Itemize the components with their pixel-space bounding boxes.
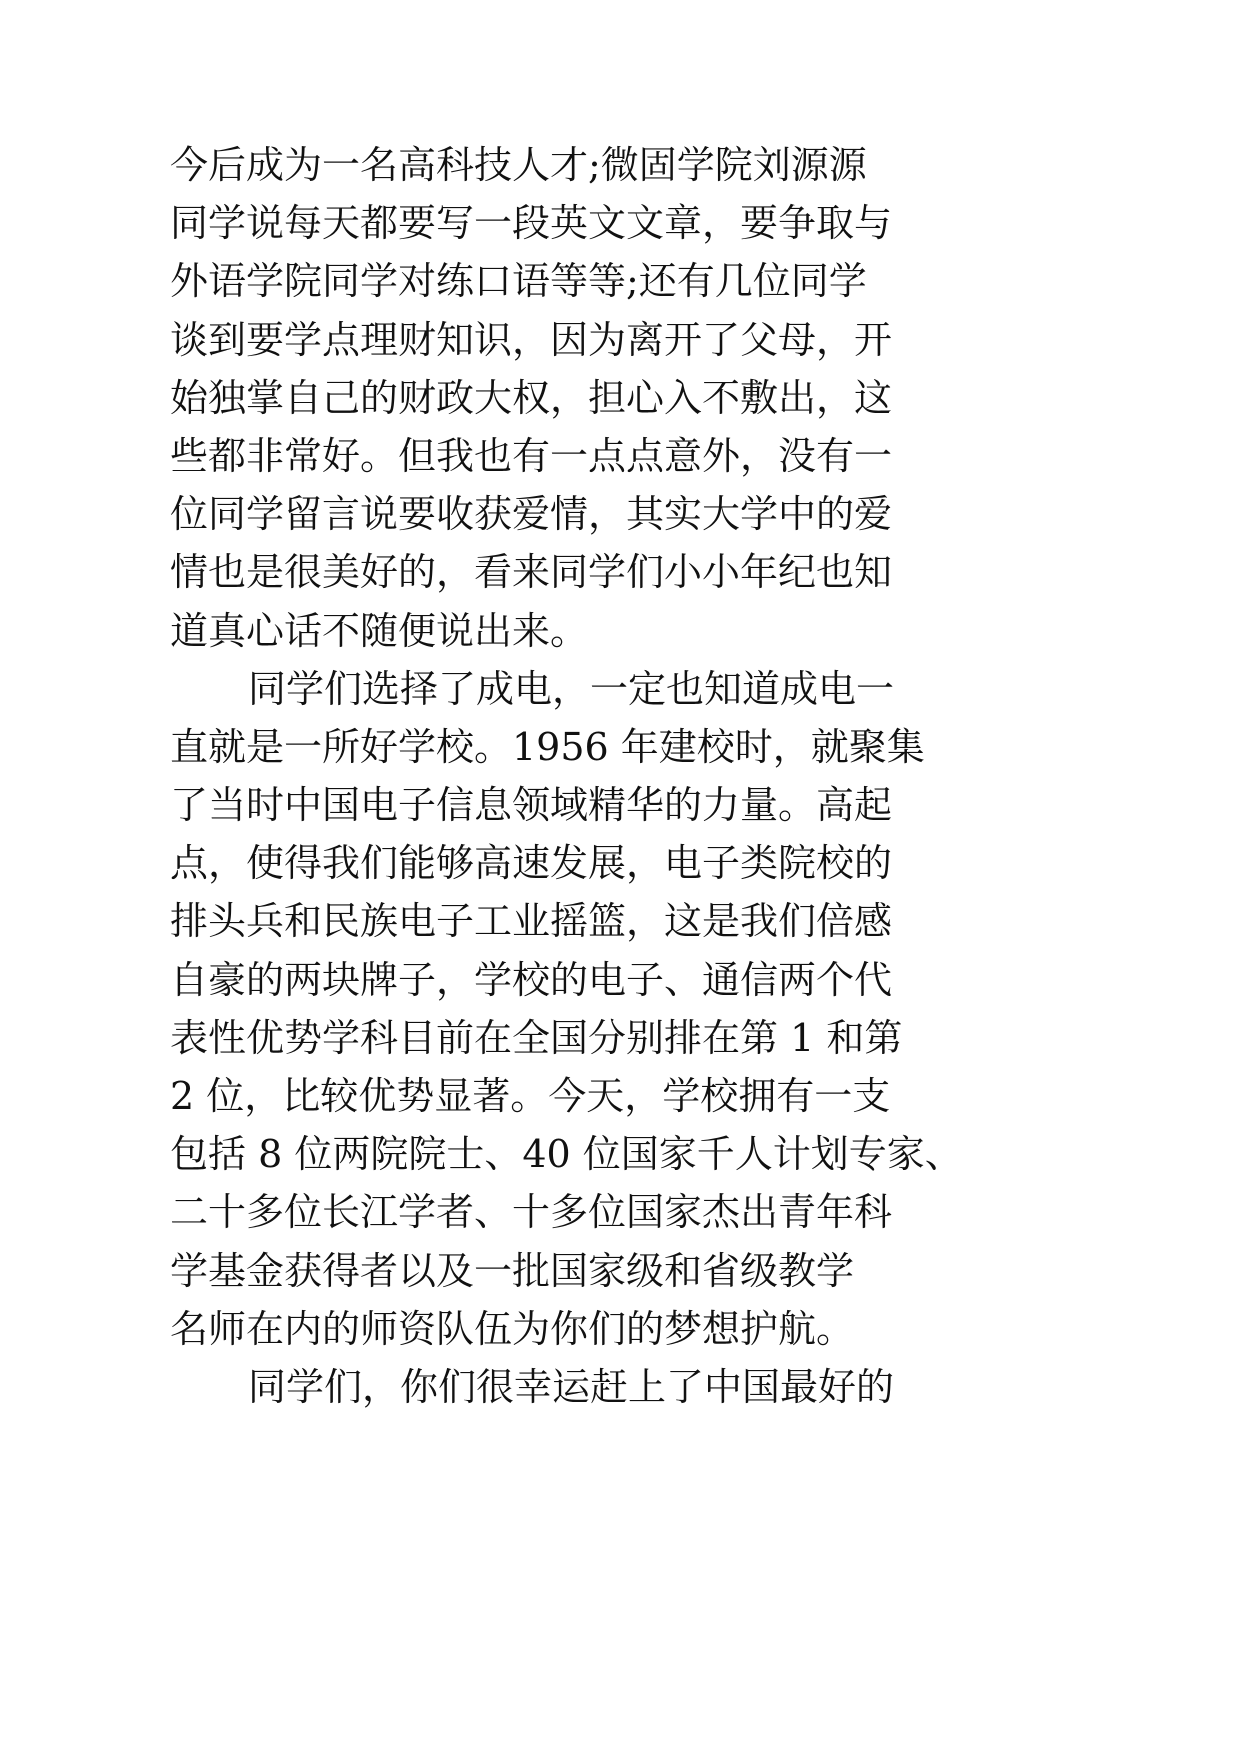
text-line: 始独掌自己的财政大权，担心入不敷出，这 [170,375,893,420]
text-line: 包括 8 位两院院士、40 位国家千人计划专家、 [170,1132,963,1177]
text-line: 今后成为一名高科技人才;微固学院刘源源 [170,143,867,187]
body-text [170,136,963,1416]
text-line: 了当时中国电子信息领域精华的力量。高起 [170,783,893,828]
paragraph-first-line: 同学们，你们很幸运赶上了中国最好的 [248,1364,895,1409]
text-line: 外语学院同学对练口语等等;还有几位同学 [170,259,867,304]
text-line: 自豪的两块牌子，学校的电子、通信两个代 [170,957,893,1002]
text-line: 情也是很美好的，看来同学们小小年纪也知 [170,550,893,595]
text-line: 2 位，比较优势显著。今天，学校拥有一支 [170,1074,891,1118]
text-line: 谈到要学点理财知识，因为离开了父母，开 [170,317,893,362]
text-line: 排头兵和民族电子工业摇篮，这是我们倍感 [170,899,893,944]
text-line: 直就是一所好学校。1956 年建校时，就聚集 [170,724,925,769]
text-line: 二十多位长江学者、十多位国家杰出青年科 [170,1190,893,1235]
text-line: 表性优势学科目前在全国分别排在第 1 和第 [170,1015,903,1060]
text-line: 学基金获得者以及一批国家级和省级教学 [170,1248,855,1293]
paragraph-first-line: 同学们选择了成电，一定也知道成电一 [248,666,895,711]
text-line: 道真心话不随便说出来。 [170,608,589,653]
text-line: 位同学留言说要收获爱情，其实大学中的爱 [170,492,893,537]
text-line: 点，使得我们能够高速发展，电子类院校的 [170,841,893,886]
text-line: 些都非常好。但我也有一点点意外，没有一 [170,433,893,478]
text-line: 同学说每天都要写一段英文文章，要争取与 [170,201,893,246]
text-line: 名师在内的师资队伍为你们的梦想护航。 [170,1306,855,1351]
